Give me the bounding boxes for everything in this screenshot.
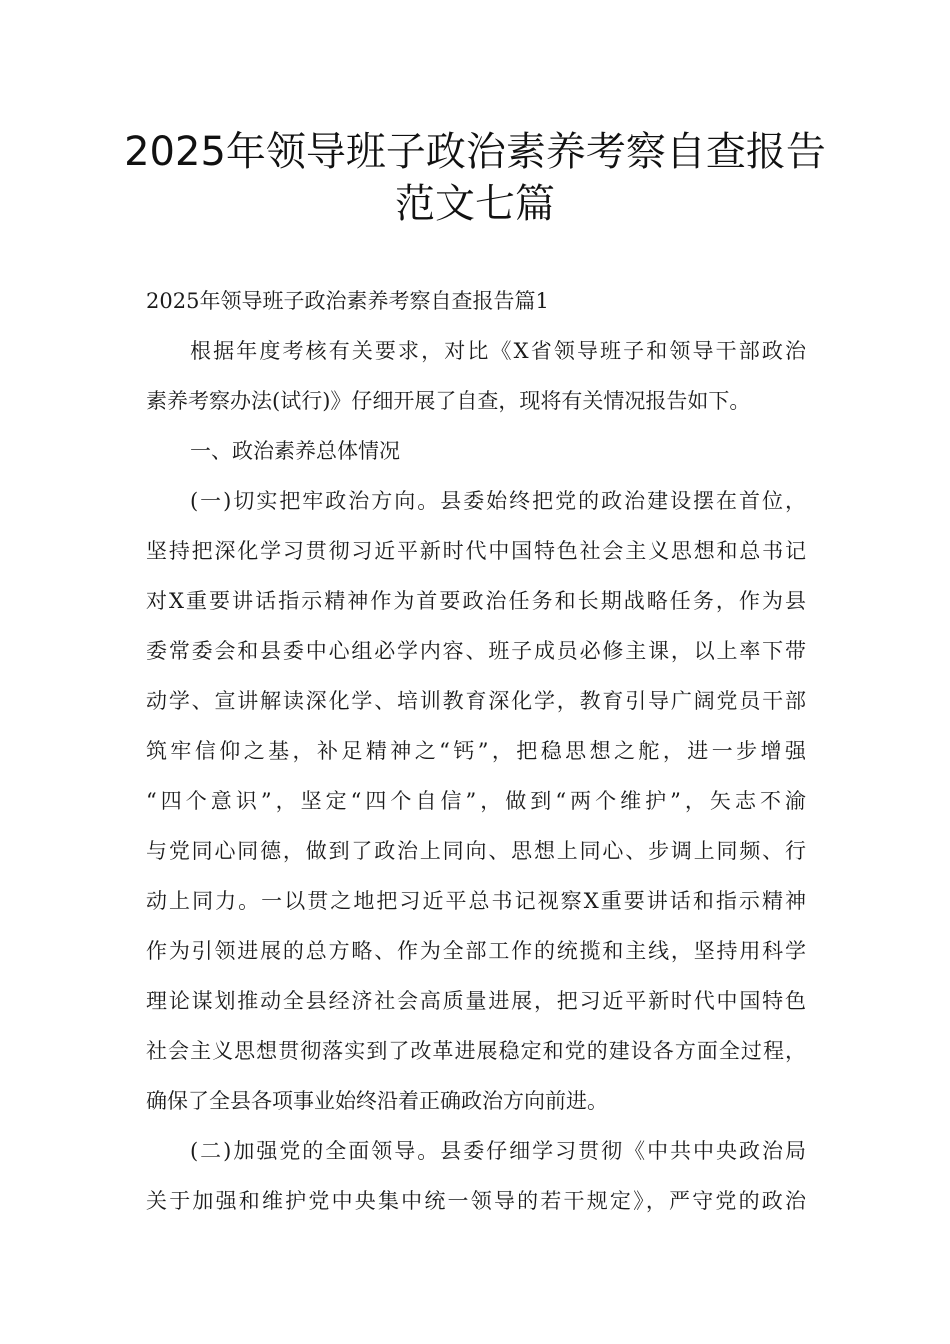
paragraph-line: 根据年度考核有关要求，对比《X省领导班子和领导干部政治 bbox=[190, 339, 806, 363]
paragraph-line: 理论谋划推动全县经济社会高质量进展，把习近平新时代中国特色 bbox=[146, 989, 806, 1013]
paragraph-line: 确保了全县各项事业始终沿着正确政治方向前进。 bbox=[146, 1089, 608, 1113]
document-title: 2025年领导班子政治素养考察自查报告 bbox=[124, 129, 826, 175]
paragraph-line: 动上同力。一以贯之地把习近平总书记视察X重要讲话和指示精神 bbox=[146, 889, 806, 913]
paragraph-line: 对X重要讲话指示精神作为首要政治任务和长期战略任务，作为县 bbox=[146, 589, 806, 613]
paragraph-line: 坚持把深化学习贯彻习近平新时代中国特色社会主义思想和总书记 bbox=[146, 539, 806, 563]
paragraph-line: 社会主义思想贯彻落实到了改革进展稳定和党的建设各方面全过程， bbox=[146, 1039, 806, 1063]
paragraph-line: (二)加强党的全面领导。县委仔细学习贯彻《中共中央政治局 bbox=[190, 1139, 806, 1163]
paragraph-line: 动学、宣讲解读深化学、培训教育深化学，教育引导广阔党员干部 bbox=[146, 689, 806, 713]
section-heading: 2025年领导班子政治素养考察自查报告篇1 bbox=[146, 289, 549, 313]
paragraph-line: 委常委会和县委中心组必学内容、班子成员必修主课，以上率下带 bbox=[146, 639, 806, 663]
paragraph-line: 筑牢信仰之基，补足精神之“钙”，把稳思想之舵，进一步增强 bbox=[146, 739, 806, 763]
paragraph-line: 与党同心同德，做到了政治上同向、思想上同心、步调上同频、行 bbox=[146, 839, 806, 863]
paragraph-line: 关于加强和维护党中央集中统一领导的若干规定》，严守党的政治 bbox=[146, 1189, 806, 1213]
paragraph-line: 作为引领进展的总方略、作为全部工作的统揽和主线，坚持用科学 bbox=[146, 939, 806, 963]
paragraph-line: 素养考察办法(试行)》仔细开展了自查，现将有关情况报告如下。 bbox=[146, 389, 751, 413]
paragraph-line: “四个意识”，坚定“四个自信”，做到“两个维护”，矢志不渝 bbox=[146, 789, 806, 813]
subheading: 一、政治素养总体情况 bbox=[190, 439, 400, 463]
document-title-line-2: 范文七篇 bbox=[395, 181, 555, 227]
paragraph-line: (一)切实把牢政治方向。县委始终把党的政治建设摆在首位， bbox=[190, 489, 806, 513]
